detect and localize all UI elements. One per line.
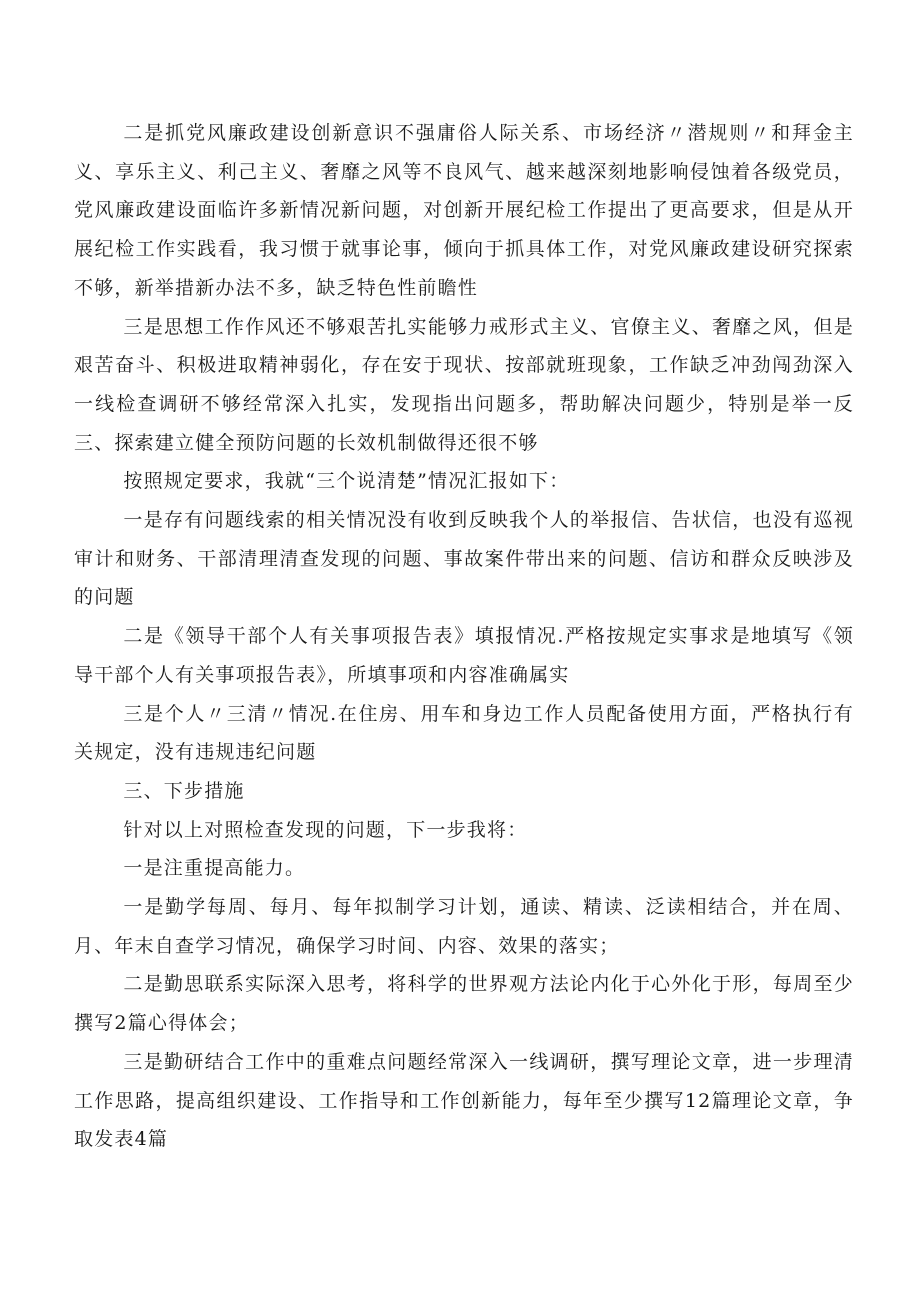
paragraph-2: 三是思想工作作风还不够艰苦扎实能够力戒形式主义、官僚主义、奢靡之风，但是艰苦奋斗、积极进取精神弱化，存在安于现状、按部就班现象，工作缺乏冲劲闯劲深入一线检查调研不够经常深入扎实，发现指出问题多，帮助解决问题少，特别是举一反三、探索建立健全预防问题的长效机制做得还很不够 (74, 315, 854, 454)
section-heading: 三、下步措施 (123, 779, 245, 802)
paragraph-9: 一是注重提高能力。 (123, 857, 306, 880)
document-body (74, 114, 854, 1159)
paragraph-4: 一是存有问题线索的相关情况没有收到反映我个人的举报信、告状信，也没有巡视审计和财务、干部清理清查发现的问题、事故案件带出来的问题、信访和群众反映涉及的问题 (74, 509, 854, 609)
paragraph-10: 一是勤学每周、每月、每年拟制学习计划，通读、精读、泛读相结合，并在周、月、年末自查学习情况，确保学习时间、内容、效果的落实； (74, 896, 854, 957)
paragraph-5: 二是《领导干部个人有关事项报告表》填报情况.严格按规定实事求是地填写《领导干部个人有关事项报告表》，所填事项和内容准确属实 (74, 625, 854, 686)
paragraph-12: 三是勤研结合工作中的重难点问题经常深入一线调研，撰写理论文章，进一步理清工作思路，提高组织建设、工作指导和工作创新能力，每年至少撰写12篇理论文章，争取发表4篇 (74, 1050, 854, 1151)
paragraph-3: 按照规定要求，我就“三个说清楚”情况汇报如下： (123, 470, 570, 493)
paragraph-11: 二是勤思联系实际深入思考，将科学的世界观方法论内化于心外化于形，每周至少撰写2篇心得体会； (74, 973, 854, 1035)
paragraph-6: 三是个人〃三清〃情况.在住房、用车和身边工作人员配备使用方面，严格执行有关规定，没有违规违纪问题 (74, 702, 854, 764)
paragraph-8: 针对以上对照检查发现的问题，下一步我将： (123, 818, 528, 841)
paragraph-1: 二是抓党风廉政建设创新意识不强庸俗人际关系、市场经济〃潜规则〃和拜金主义、享乐主义、利己主义、奢靡之风等不良风气、越来越深刻地影响侵蚀着各级党员，党风廉政建设面临许多新情况新问题，对创新开展纪检工作提出了更高要求，但是从开展纪检工作实践看，我习惯于就事论事，倾向于抓具体工作，对党风廉政建设研究探索不够，新举措新办法不多，缺乏特色性前瞻性 (74, 122, 854, 299)
